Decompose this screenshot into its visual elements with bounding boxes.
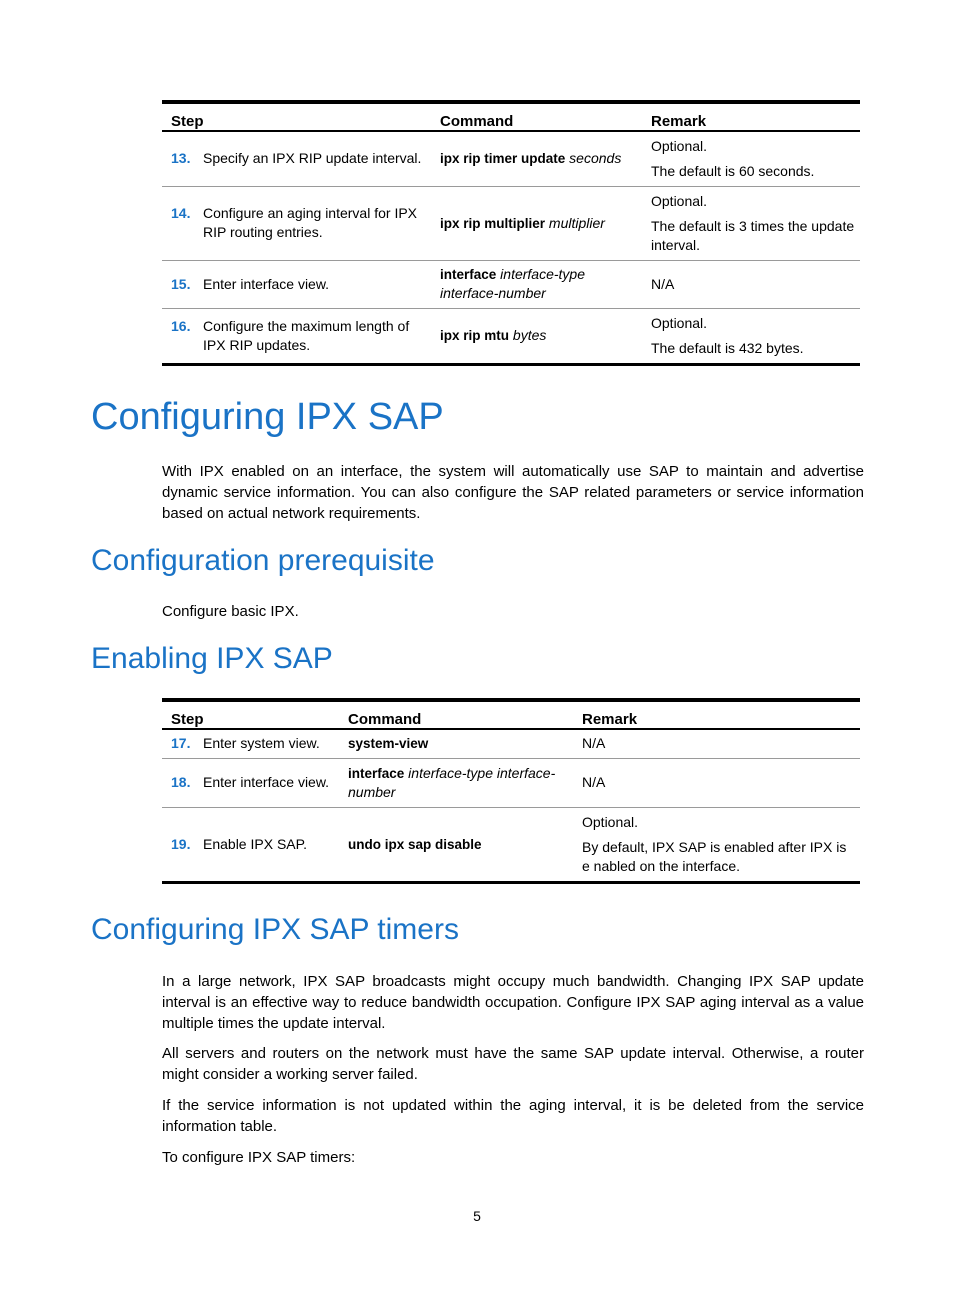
table-header-row <box>162 102 860 131</box>
command-keyword: ipx rip timer update <box>440 151 566 167</box>
rip-settings-table <box>162 100 860 366</box>
table-row <box>162 807 860 882</box>
step-text: Specify an IPX RIP update interval. <box>203 150 422 167</box>
timers-paragraph-1: In a large network, IPX SAP broadcasts might occupy much bandwidth. Changing IPX SAP update interval is an effective way to reduce bandwidth occupation. Configure IPX SAP aging interval as a value multiple times the update interval. <box>162 973 864 1032</box>
step-number: 17. <box>171 735 191 752</box>
step-text: Enable IPX SAP. <box>203 835 308 852</box>
step-text: Enter interface view. <box>203 275 330 292</box>
remark-line: N/A <box>582 735 606 752</box>
prerequisite-text: Configure basic IPX. <box>162 603 299 620</box>
command-keyword: ipx rip multiplier <box>440 215 546 231</box>
step-number: 13. <box>171 150 191 167</box>
header-remark: Remark <box>573 700 860 729</box>
command-argument: bytes <box>512 327 547 343</box>
step-text: Enter interface view. <box>203 774 330 790</box>
step-number: 16. <box>171 317 191 334</box>
table-row <box>162 758 860 807</box>
table-header-row <box>162 700 860 729</box>
step-number: 14. <box>171 205 191 221</box>
timers-paragraph-4: To configure IPX SAP timers: <box>162 1149 356 1166</box>
table-row <box>162 729 860 758</box>
remark-line: The default is 432 bytes. <box>651 339 804 356</box>
remark-line: Optional. <box>651 314 708 331</box>
step-number: 15. <box>171 275 191 292</box>
step-number: 19. <box>171 835 191 852</box>
header-command: Command <box>431 102 642 131</box>
remark-line: Optional. <box>582 813 639 830</box>
command-keyword: interface <box>440 267 497 282</box>
remark-line: By default, IPX SAP is enabled after IPX is e nabled on the interface. <box>582 838 847 874</box>
header-command: Command <box>339 700 573 729</box>
remark-line: N/A <box>651 275 675 292</box>
command-keyword: system-view <box>348 736 429 752</box>
command-argument: seconds <box>569 150 622 167</box>
table-row <box>162 308 860 364</box>
remark-line: N/A <box>582 774 606 790</box>
enable-sap-table <box>162 698 860 884</box>
remark-line: The default is 60 seconds. <box>651 162 815 179</box>
command-argument: interface-type interface-number <box>348 764 556 800</box>
remark-line: The default is 3 times the update interval. <box>651 217 855 253</box>
table-row <box>162 260 860 308</box>
table-row <box>162 186 860 260</box>
header-step: Step <box>162 700 339 729</box>
command-argument: multiplier <box>548 214 605 231</box>
remark-line: Optional. <box>651 192 708 209</box>
timers-paragraph-3: If the service information is not updated within the aging interval, it is be deleted from the service information table. <box>162 1097 864 1135</box>
step-text: Configure an aging interval for IPX RIP routing entries. <box>203 205 418 240</box>
page-title: Configuring IPX SAP <box>91 396 444 438</box>
header-step: Step <box>162 102 431 131</box>
timers-paragraph-2: All servers and routers on the network must have the same SAP update interval. Otherwise, a router might consider a working server failed. <box>162 1045 864 1083</box>
section-title-enable: Enabling IPX SAP <box>91 642 333 675</box>
step-text: Enter system view. <box>203 735 320 752</box>
remark-line: Optional. <box>651 137 708 154</box>
header-remark: Remark <box>642 102 860 131</box>
command-keyword: interface <box>348 765 405 781</box>
page-number: 5 <box>473 1208 481 1224</box>
command-keyword: ipx rip mtu <box>440 328 510 343</box>
command-argument: interface-type interface-number <box>440 266 585 301</box>
step-number: 18. <box>171 774 191 790</box>
command-keyword: undo ipx sap disable <box>348 836 482 852</box>
section-title-prerequisite: Configuration prerequisite <box>91 544 435 577</box>
section-title-timers: Configuring IPX SAP timers <box>91 913 459 946</box>
table-row <box>162 131 860 186</box>
intro-paragraph: With IPX enabled on an interface, the system will automatically use SAP to maintain and advertise dynamic service information. You can also configure the SAP related parameters or service information based on actual network requirements. <box>162 463 864 522</box>
step-text: Configure the maximum length of IPX RIP updates. <box>203 317 410 353</box>
